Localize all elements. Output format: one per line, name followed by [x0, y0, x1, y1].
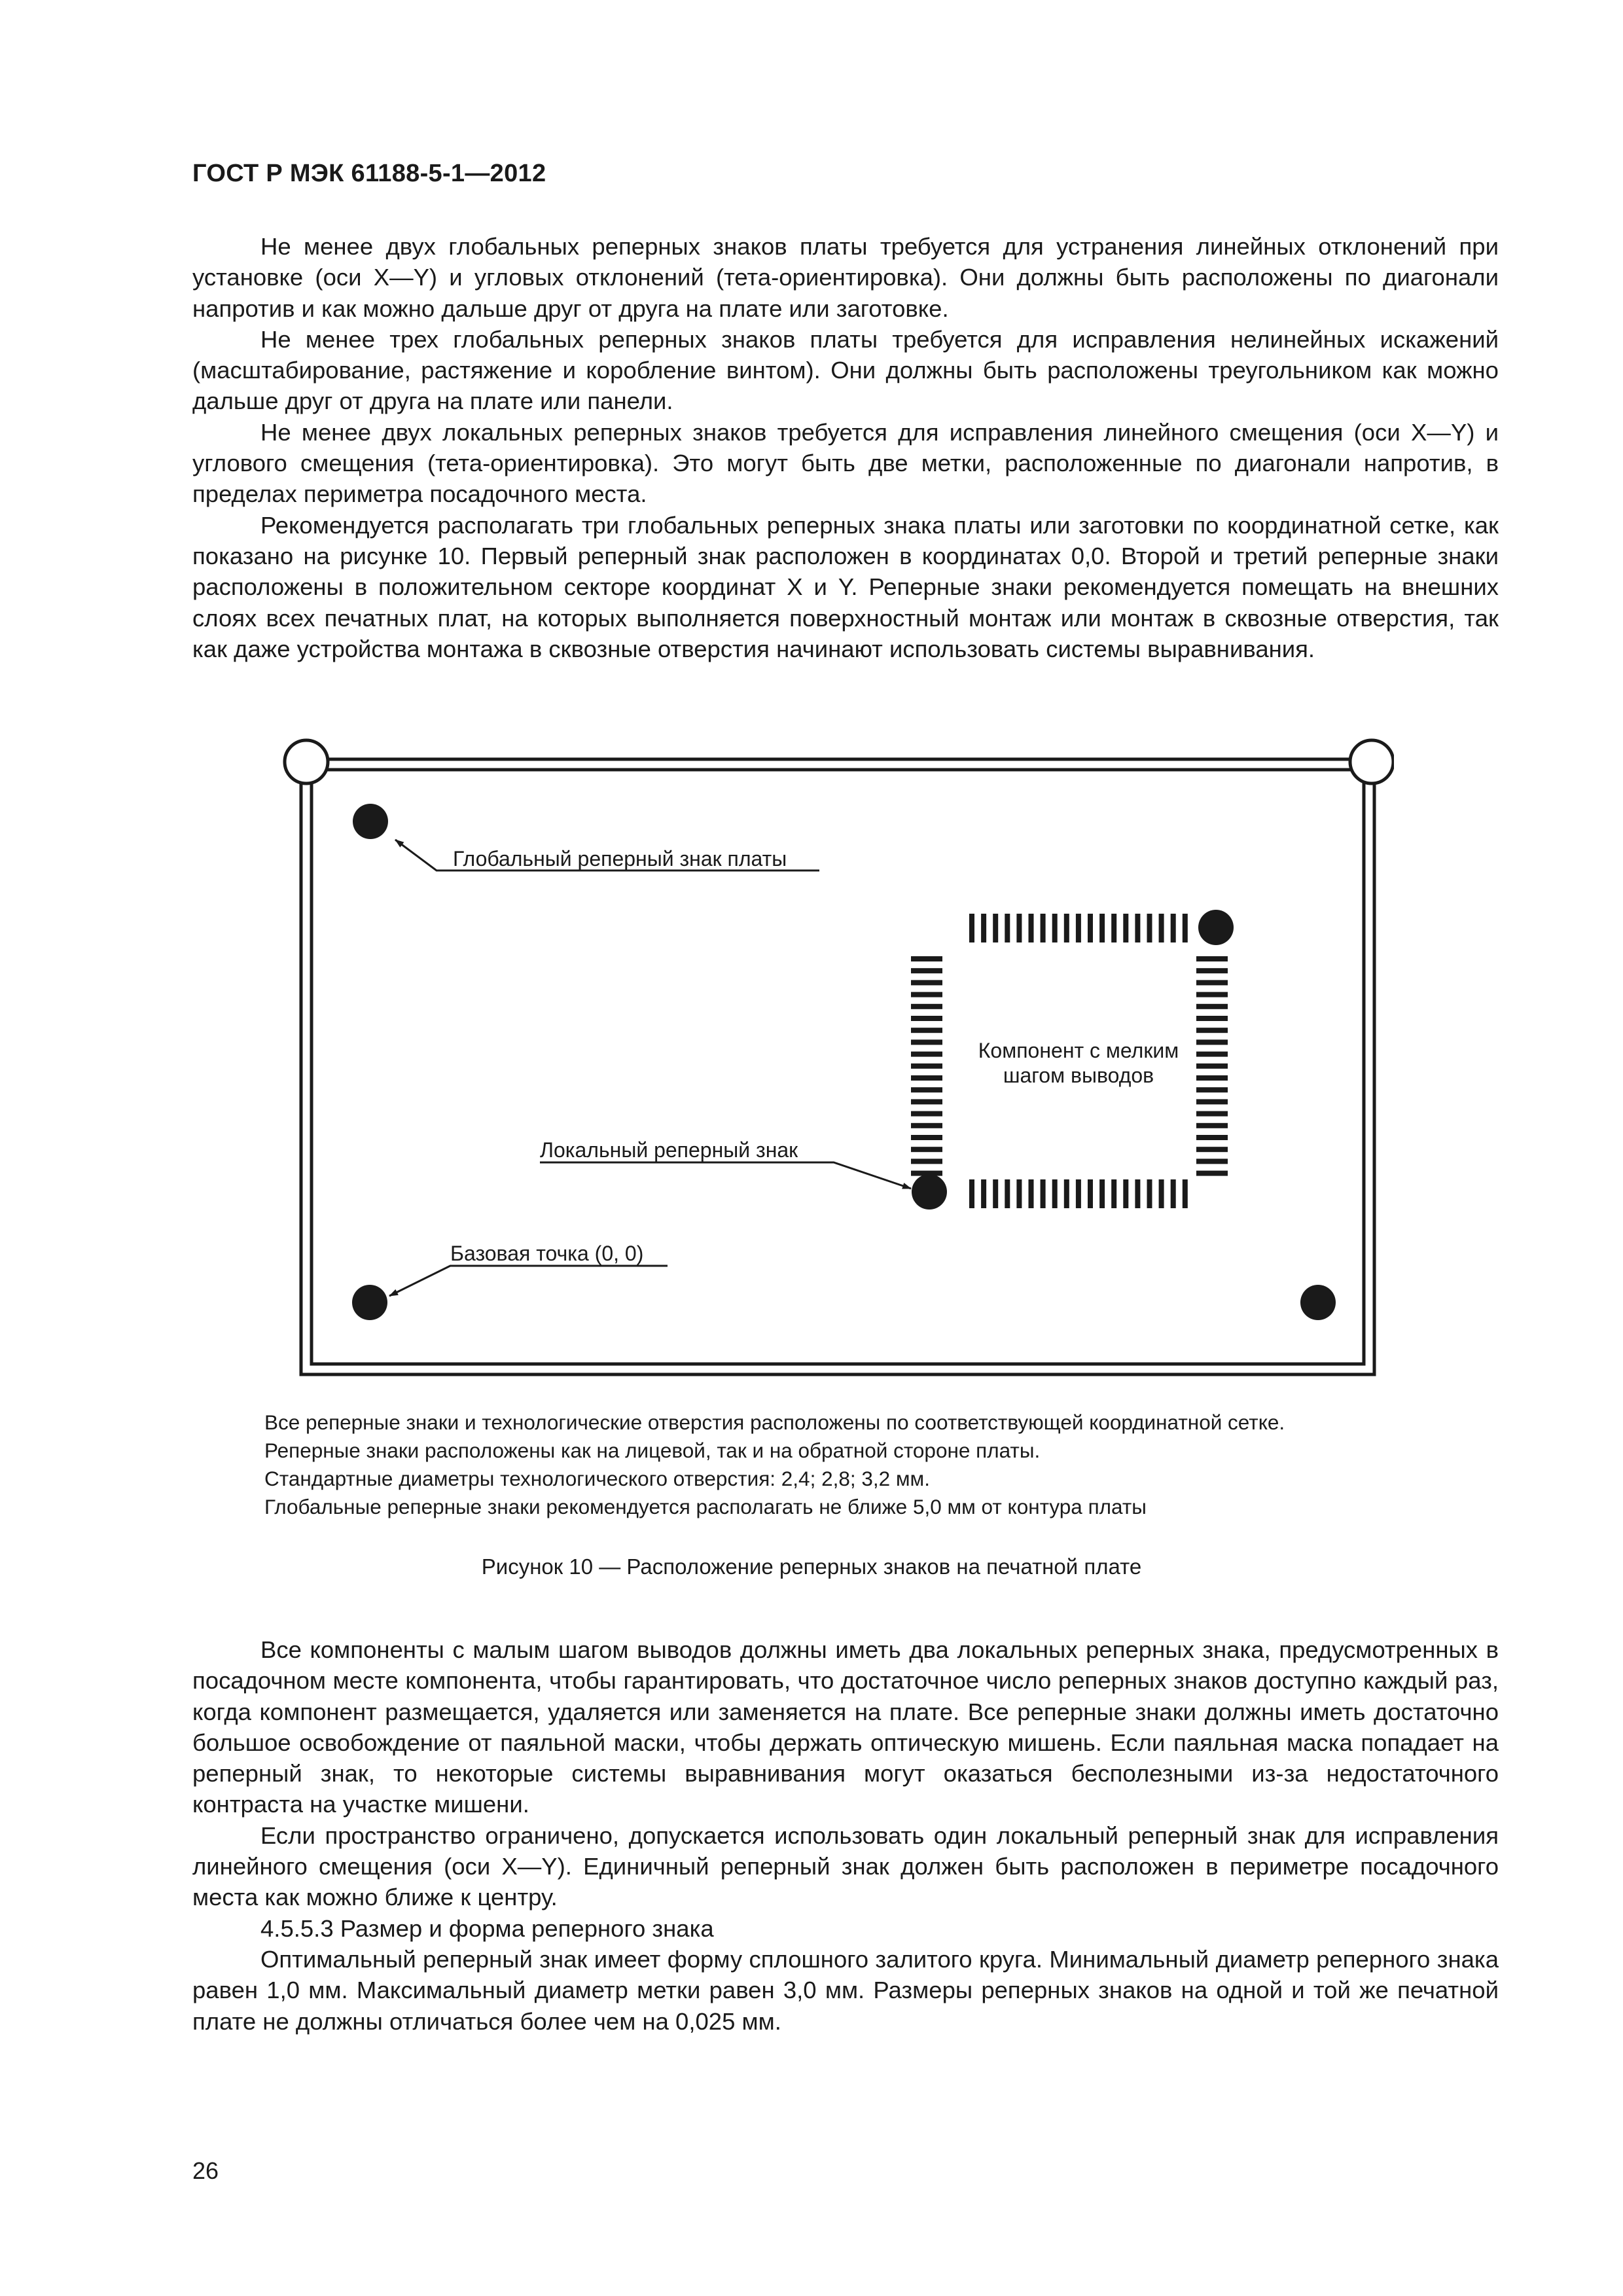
component-pin — [1029, 914, 1034, 942]
component-pin — [911, 1039, 942, 1045]
component-pin — [1099, 914, 1105, 942]
section-heading: 4.5.5.3 Размер и форма реперного знака — [260, 1914, 714, 1942]
component-pin — [1111, 1179, 1116, 1208]
component-pin — [1196, 992, 1228, 997]
component-pin — [1196, 1004, 1228, 1009]
component-pin — [1016, 1179, 1022, 1208]
component-pin — [911, 1123, 942, 1128]
component-pin — [911, 1171, 942, 1176]
label-global-fiducial: Глобальный реперный знак платы — [453, 847, 787, 870]
component-pin — [981, 914, 986, 942]
component-pin — [911, 968, 942, 973]
component-pin — [1029, 1179, 1034, 1208]
component-pin — [1088, 1179, 1093, 1208]
component-pin — [1135, 914, 1140, 942]
component-pin — [1171, 1179, 1176, 1208]
component-pin — [911, 1028, 942, 1033]
component-pin — [911, 1052, 942, 1057]
component-pins-top — [969, 914, 1188, 942]
text-block-top — [192, 231, 1499, 664]
component-pin — [911, 956, 942, 961]
component-pin — [1196, 1147, 1228, 1152]
component-pin — [1196, 1028, 1228, 1033]
component-pin — [1196, 1158, 1228, 1164]
component-pin — [1196, 968, 1228, 973]
component-pin — [1159, 914, 1164, 942]
note-line: Реперные знаки расположены как на лицевой, так и на обратной стороне платы. — [264, 1439, 1041, 1462]
component-pin — [1064, 1179, 1069, 1208]
component-pin — [1171, 914, 1176, 942]
component-pin — [911, 1099, 942, 1104]
component-pin — [1064, 914, 1069, 942]
component-pin — [1196, 1123, 1228, 1128]
component-pin — [1196, 980, 1228, 985]
component-pin — [969, 1179, 974, 1208]
component-pin — [1005, 914, 1010, 942]
component-pin — [1052, 914, 1058, 942]
leader-base — [389, 1266, 668, 1296]
component-pin — [911, 1158, 942, 1164]
label-local-fiducial: Локальный реперный знак — [540, 1138, 798, 1162]
component-pin — [1123, 1179, 1128, 1208]
component-pin — [1123, 914, 1128, 942]
component-pin — [1099, 1179, 1105, 1208]
document-header: ГОСТ Р МЭК 61188-5-1—2012 — [192, 160, 546, 187]
tooling-hole-right — [1350, 740, 1393, 783]
component-pin — [911, 1147, 942, 1152]
component-pin — [1147, 914, 1152, 942]
component-pin — [1196, 1171, 1228, 1176]
paragraph: Если пространство ограничено, допускается использовать один локальный реперный знак для исправления линейного смещения (оси X—Y). Единичный реперный знак должен быть расположен в периметре посадочного места как можно ближе к центру. — [192, 1821, 1499, 1911]
pcb-diagram — [281, 730, 1394, 1393]
component-pin — [911, 1087, 942, 1092]
paragraph: Все компоненты с малым шагом выводов должны иметь два локальных реперных знака, предусмотренных в посадочном месте компонента, чтобы гарантировать, что достаточное число реперных знаков доступно каждый раз, когда компонент размещается, удаляется или заменяется на плате. Все реперные знаки должны иметь достаточно большое освобождение от паяльной маски, чтобы держать оптическую мишень. Если паяльная маска попадает на реперный знак, то некоторые системы выравнивания могут оказаться бесполезными из-за недостаточного контраста на участке мишени. — [192, 1636, 1499, 1818]
label-component — [961, 1038, 1196, 1088]
component-pin — [1196, 1075, 1228, 1081]
component-pin — [1196, 1135, 1228, 1140]
component-pin — [1088, 914, 1093, 942]
text-block-bottom — [192, 1634, 1499, 2037]
component-pins-left — [911, 956, 942, 1176]
component-pin — [1052, 1179, 1058, 1208]
component-pin — [1041, 914, 1046, 942]
label-base-point: Базовая точка (0, 0) — [450, 1242, 644, 1265]
label-component-line2: шагом выводов — [1003, 1064, 1154, 1087]
note-line: Стандартные диаметры технологического отверстия: 2,4; 2,8; 3,2 мм. — [264, 1467, 930, 1490]
paragraph: Оптимальный реперный знак имеет форму сплошного залитого круга. Минимальный диаметр реперного знака равен 1,0 мм. Максимальный диаметр метки равен 3,0 мм. Размеры реперных знаков на одной и той же печатной плате не должны отличаться более чем на 0,025 мм. — [192, 1945, 1499, 2035]
component-pin — [993, 914, 998, 942]
label-component-line1: Компонент с мелким — [978, 1039, 1179, 1062]
note-line: Все реперные знаки и технологические отверстия расположены по соответствующей координатной сетке. — [264, 1410, 1285, 1434]
component-pin — [981, 1179, 986, 1208]
component-pins-right — [1196, 956, 1228, 1176]
component-pins-bottom — [969, 1179, 1188, 1208]
component-pin — [993, 1179, 998, 1208]
component-pin — [911, 1111, 942, 1117]
component-pin — [1196, 1111, 1228, 1117]
paragraph: Не менее двух глобальных реперных знаков платы требуется для устранения линейных отклонений при установке (оси X—Y) и угловых отклонений (тета-ориентировка). Они должны быть расположены по диагонали напротив и как можно дальше друг от друга на плате или заготовке. — [192, 233, 1499, 322]
component-pin — [911, 992, 942, 997]
component-pin — [1135, 1179, 1140, 1208]
component-pin — [1076, 914, 1081, 942]
component-pin — [1196, 1052, 1228, 1057]
page-number: 26 — [192, 2157, 219, 2184]
local-fiducial-bottom-left — [912, 1174, 947, 1210]
component-pin — [1183, 914, 1188, 942]
component-pin — [1196, 1039, 1228, 1045]
figure-notes — [264, 1408, 1285, 1521]
fiducial-figure — [281, 730, 1394, 1393]
component-pin — [911, 1016, 942, 1021]
component-pin — [1016, 914, 1022, 942]
global-fiducial-top-left — [353, 804, 388, 839]
component-pin — [1147, 1179, 1152, 1208]
component-pin — [1159, 1179, 1164, 1208]
paragraph: Не менее трех глобальных реперных знаков платы требуется для исправления нелинейных искажений (масштабирование, растяжение и коробление винтом). Они должны быть расположены треугольником как можно дальше друг от друга на плате или панели. — [192, 325, 1499, 415]
component-pin — [1183, 1179, 1188, 1208]
component-pin — [911, 1004, 942, 1009]
component-pin — [911, 1075, 942, 1081]
component-pin — [1196, 1087, 1228, 1092]
local-fiducial-top-right — [1198, 910, 1234, 945]
global-fiducial-bottom-right — [1300, 1285, 1336, 1320]
component-pin — [911, 980, 942, 985]
figure-caption: Рисунок 10 — Расположение реперных знаков на печатной плате — [481, 1554, 1142, 1579]
component-pin — [1196, 1016, 1228, 1021]
component-pin — [911, 1064, 942, 1069]
tooling-hole-left — [285, 740, 328, 783]
note-line: Глобальные реперные знаки рекомендуется располагать не ближе 5,0 мм от контура платы — [264, 1495, 1147, 1518]
component-pin — [1041, 1179, 1046, 1208]
leader-local — [826, 1162, 911, 1189]
paragraph: Не менее двух локальных реперных знаков требуется для исправления линейного смещения (оси X—Y) и углового смещения (тета-ориентировка). Это могут быть две метки, расположенные по диагонали напротив, в пределах периметра посадочного места. — [192, 418, 1499, 508]
global-fiducial-bottom-left — [352, 1285, 387, 1320]
component-pin — [1196, 1064, 1228, 1069]
component-pin — [969, 914, 974, 942]
component-pin — [1196, 1099, 1228, 1104]
component-pin — [911, 1135, 942, 1140]
component-pin — [1076, 1179, 1081, 1208]
component-pin — [1005, 1179, 1010, 1208]
component-pin — [1111, 914, 1116, 942]
component-pin — [1196, 956, 1228, 961]
paragraph: Рекомендуется располагать три глобальных реперных знака платы или заготовки по координатной сетке, как показано на рисунке 10. Первый реперный знак расположен в координатах 0,0. Второй и третий реперные знаки расположены в положительном секторе координат X и Y. Реперные знаки рекомендуется помещать на внешних слоях всех печатных плат, на которых выполняется поверхностный монтаж или монтаж в сквозные отверстия, так как даже устройства монтажа в сквозные отверстия начинают использовать системы выравнивания. — [192, 511, 1499, 662]
